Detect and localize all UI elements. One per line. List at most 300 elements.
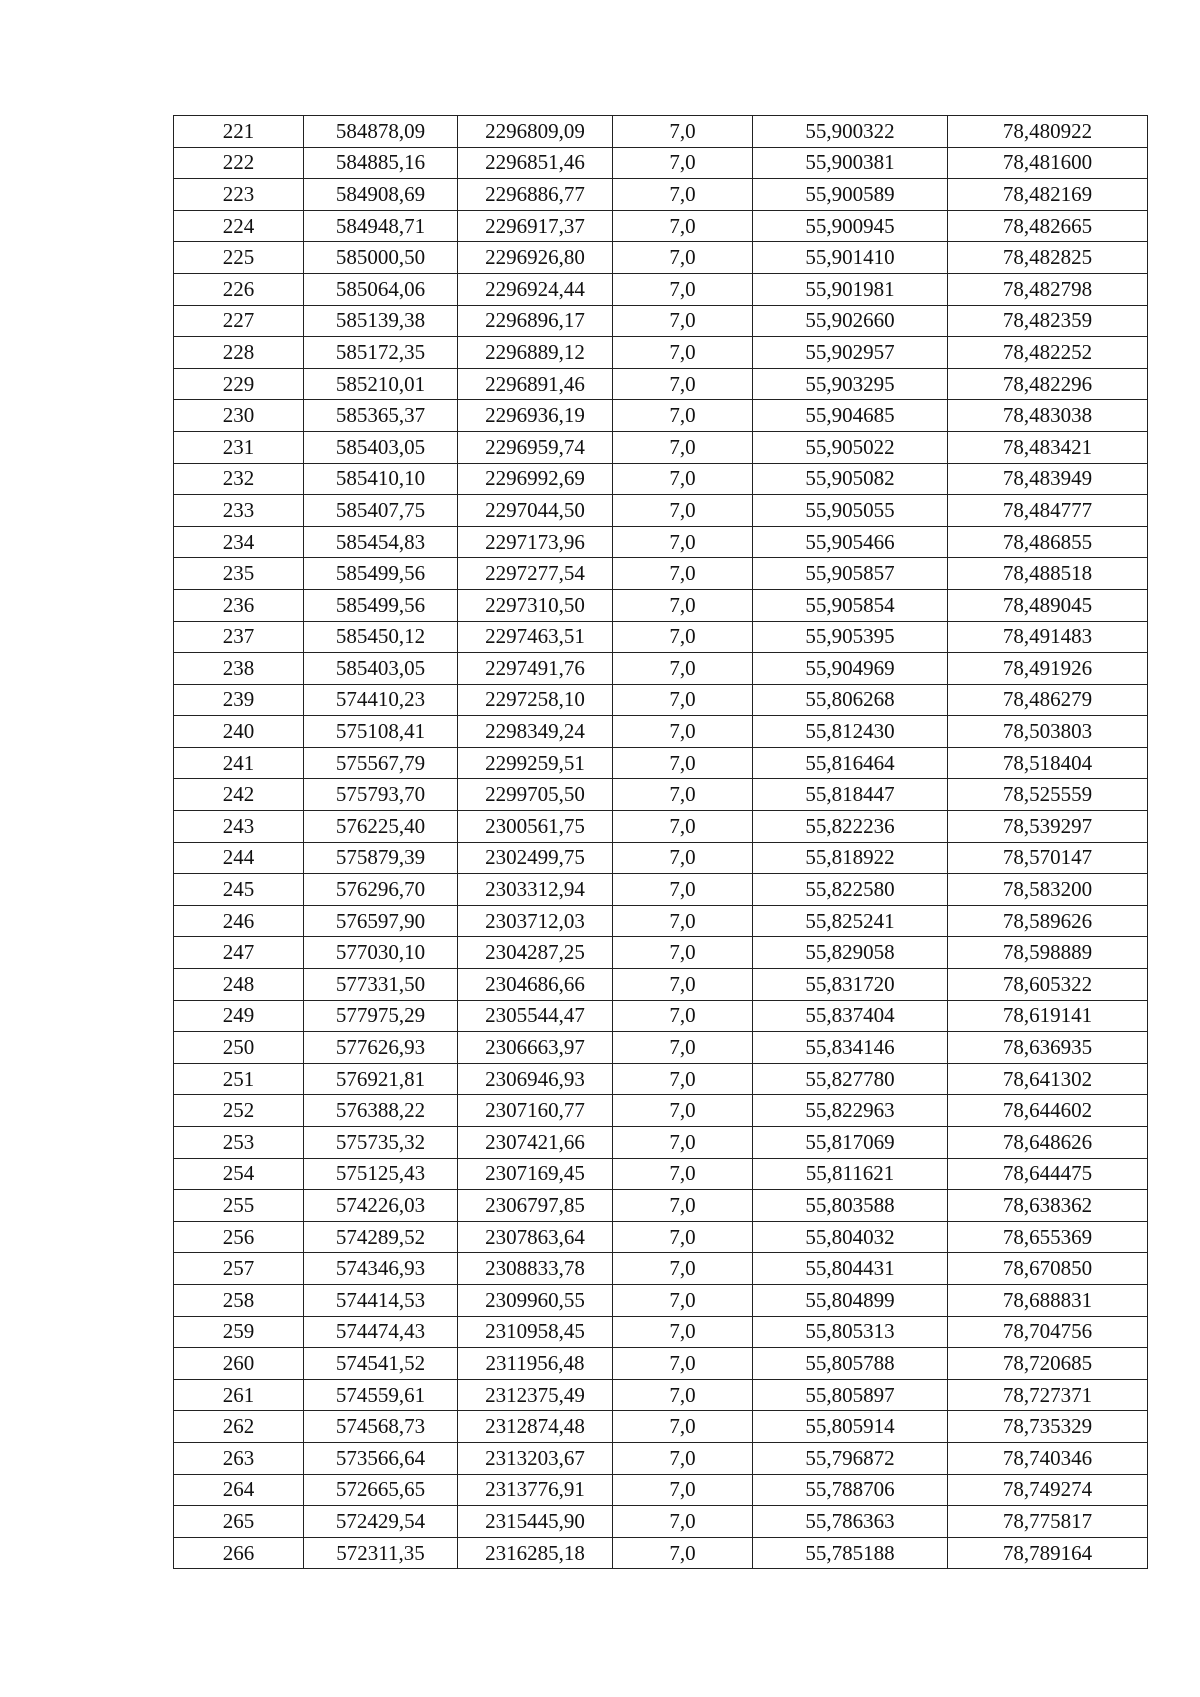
latitude-cell: 55,905854 — [753, 589, 948, 621]
coordinate-y-cell: 2296936,19 — [458, 400, 613, 432]
value-cell: 7,0 — [613, 684, 753, 716]
coordinate-y-cell: 2307160,77 — [458, 1095, 613, 1127]
value-cell: 7,0 — [613, 716, 753, 748]
value-cell: 7,0 — [613, 905, 753, 937]
longitude-cell: 78,775817 — [948, 1506, 1148, 1538]
latitude-cell: 55,818447 — [753, 779, 948, 811]
coordinate-y-cell: 2296889,12 — [458, 337, 613, 369]
latitude-cell: 55,905395 — [753, 621, 948, 653]
value-cell: 7,0 — [613, 210, 753, 242]
coordinate-x-cell: 575735,32 — [304, 1127, 458, 1159]
table-row — [174, 1411, 1148, 1443]
table-row — [174, 1158, 1148, 1190]
coordinate-y-cell: 2316285,18 — [458, 1537, 613, 1569]
point-number-cell: 256 — [174, 1221, 304, 1253]
table-row — [174, 1442, 1148, 1474]
table-row — [174, 1379, 1148, 1411]
coordinate-y-cell: 2307421,66 — [458, 1127, 613, 1159]
coordinate-y-cell: 2306797,85 — [458, 1190, 613, 1222]
value-cell: 7,0 — [613, 463, 753, 495]
table-row — [174, 1063, 1148, 1095]
latitude-cell: 55,900589 — [753, 179, 948, 211]
coordinate-x-cell: 572665,65 — [304, 1474, 458, 1506]
longitude-cell: 78,491926 — [948, 653, 1148, 685]
longitude-cell: 78,598889 — [948, 937, 1148, 969]
value-cell: 7,0 — [613, 937, 753, 969]
table-row — [174, 621, 1148, 653]
coordinate-x-cell: 585172,35 — [304, 337, 458, 369]
coordinate-x-cell: 574541,52 — [304, 1348, 458, 1380]
value-cell: 7,0 — [613, 305, 753, 337]
point-number-cell: 241 — [174, 747, 304, 779]
point-number-cell: 243 — [174, 811, 304, 843]
value-cell: 7,0 — [613, 779, 753, 811]
coordinate-x-cell: 584878,09 — [304, 116, 458, 148]
table-row — [174, 242, 1148, 274]
longitude-cell: 78,483949 — [948, 463, 1148, 495]
latitude-cell: 55,796872 — [753, 1442, 948, 1474]
longitude-cell: 78,735329 — [948, 1411, 1148, 1443]
latitude-cell: 55,805313 — [753, 1316, 948, 1348]
latitude-cell: 55,905082 — [753, 463, 948, 495]
value-cell: 7,0 — [613, 1253, 753, 1285]
coordinate-y-cell: 2297463,51 — [458, 621, 613, 653]
longitude-cell: 78,525559 — [948, 779, 1148, 811]
point-number-cell: 238 — [174, 653, 304, 685]
table-row — [174, 1506, 1148, 1538]
coordinate-y-cell: 2315445,90 — [458, 1506, 613, 1538]
latitude-cell: 55,812430 — [753, 716, 948, 748]
table-row — [174, 937, 1148, 969]
coordinate-x-cell: 577626,93 — [304, 1032, 458, 1064]
point-number-cell: 258 — [174, 1284, 304, 1316]
coordinate-x-cell: 576388,22 — [304, 1095, 458, 1127]
longitude-cell: 78,503803 — [948, 716, 1148, 748]
coordinate-x-cell: 585410,10 — [304, 463, 458, 495]
table-row — [174, 716, 1148, 748]
table-row — [174, 558, 1148, 590]
longitude-cell: 78,644475 — [948, 1158, 1148, 1190]
coordinate-x-cell: 577331,50 — [304, 969, 458, 1001]
point-number-cell: 229 — [174, 368, 304, 400]
longitude-cell: 78,483421 — [948, 431, 1148, 463]
longitude-cell: 78,482252 — [948, 337, 1148, 369]
table-row — [174, 368, 1148, 400]
point-number-cell: 233 — [174, 495, 304, 527]
value-cell: 7,0 — [613, 969, 753, 1001]
table-row — [174, 1190, 1148, 1222]
latitude-cell: 55,805788 — [753, 1348, 948, 1380]
table-row — [174, 1221, 1148, 1253]
value-cell: 7,0 — [613, 1379, 753, 1411]
coordinate-y-cell: 2296891,46 — [458, 368, 613, 400]
longitude-cell: 78,740346 — [948, 1442, 1148, 1474]
point-number-cell: 245 — [174, 874, 304, 906]
longitude-cell: 78,688831 — [948, 1284, 1148, 1316]
point-number-cell: 247 — [174, 937, 304, 969]
coordinate-x-cell: 574474,43 — [304, 1316, 458, 1348]
latitude-cell: 55,903295 — [753, 368, 948, 400]
coordinate-y-cell: 2297491,76 — [458, 653, 613, 685]
latitude-cell: 55,829058 — [753, 937, 948, 969]
coordinate-y-cell: 2296886,77 — [458, 179, 613, 211]
longitude-cell: 78,488518 — [948, 558, 1148, 590]
point-number-cell: 221 — [174, 116, 304, 148]
point-number-cell: 240 — [174, 716, 304, 748]
coordinate-x-cell: 585403,05 — [304, 653, 458, 685]
table-row — [174, 431, 1148, 463]
point-number-cell: 225 — [174, 242, 304, 274]
coordinate-x-cell: 572311,35 — [304, 1537, 458, 1569]
coordinates-table — [173, 115, 1148, 1569]
table-row — [174, 147, 1148, 179]
longitude-cell: 78,749274 — [948, 1474, 1148, 1506]
coordinate-y-cell: 2304287,25 — [458, 937, 613, 969]
point-number-cell: 234 — [174, 526, 304, 558]
coordinate-y-cell: 2313776,91 — [458, 1474, 613, 1506]
point-number-cell: 237 — [174, 621, 304, 653]
latitude-cell: 55,804899 — [753, 1284, 948, 1316]
coordinate-y-cell: 2299259,51 — [458, 747, 613, 779]
coordinate-x-cell: 574226,03 — [304, 1190, 458, 1222]
latitude-cell: 55,902660 — [753, 305, 948, 337]
coordinate-y-cell: 2296992,69 — [458, 463, 613, 495]
longitude-cell: 78,655369 — [948, 1221, 1148, 1253]
point-number-cell: 223 — [174, 179, 304, 211]
value-cell: 7,0 — [613, 1127, 753, 1159]
coordinate-x-cell: 574289,52 — [304, 1221, 458, 1253]
point-number-cell: 244 — [174, 842, 304, 874]
coordinate-x-cell: 574414,53 — [304, 1284, 458, 1316]
longitude-cell: 78,482798 — [948, 273, 1148, 305]
point-number-cell: 253 — [174, 1127, 304, 1159]
point-number-cell: 261 — [174, 1379, 304, 1411]
coordinate-y-cell: 2307863,64 — [458, 1221, 613, 1253]
coordinate-x-cell: 585407,75 — [304, 495, 458, 527]
longitude-cell: 78,489045 — [948, 589, 1148, 621]
value-cell: 7,0 — [613, 1221, 753, 1253]
point-number-cell: 266 — [174, 1537, 304, 1569]
coordinate-y-cell: 2296959,74 — [458, 431, 613, 463]
longitude-cell: 78,570147 — [948, 842, 1148, 874]
point-number-cell: 227 — [174, 305, 304, 337]
point-number-cell: 252 — [174, 1095, 304, 1127]
coordinate-y-cell: 2307169,45 — [458, 1158, 613, 1190]
table-row — [174, 811, 1148, 843]
table-row — [174, 305, 1148, 337]
latitude-cell: 55,905466 — [753, 526, 948, 558]
coordinate-x-cell: 584948,71 — [304, 210, 458, 242]
point-number-cell: 255 — [174, 1190, 304, 1222]
point-number-cell: 242 — [174, 779, 304, 811]
table-row — [174, 179, 1148, 211]
value-cell: 7,0 — [613, 1158, 753, 1190]
coordinate-x-cell: 585000,50 — [304, 242, 458, 274]
coordinate-y-cell: 2312874,48 — [458, 1411, 613, 1443]
table-row — [174, 1127, 1148, 1159]
table-row — [174, 1316, 1148, 1348]
longitude-cell: 78,619141 — [948, 1000, 1148, 1032]
latitude-cell: 55,811621 — [753, 1158, 948, 1190]
longitude-cell: 78,483038 — [948, 400, 1148, 432]
longitude-cell: 78,486855 — [948, 526, 1148, 558]
latitude-cell: 55,902957 — [753, 337, 948, 369]
coordinate-y-cell: 2313203,67 — [458, 1442, 613, 1474]
longitude-cell: 78,484777 — [948, 495, 1148, 527]
latitude-cell: 55,806268 — [753, 684, 948, 716]
table-row — [174, 116, 1148, 148]
point-number-cell: 235 — [174, 558, 304, 590]
coordinate-y-cell: 2296809,09 — [458, 116, 613, 148]
value-cell: 7,0 — [613, 1348, 753, 1380]
coordinate-x-cell: 585365,37 — [304, 400, 458, 432]
latitude-cell: 55,805914 — [753, 1411, 948, 1443]
latitude-cell: 55,786363 — [753, 1506, 948, 1538]
latitude-cell: 55,904685 — [753, 400, 948, 432]
value-cell: 7,0 — [613, 874, 753, 906]
table-row — [174, 589, 1148, 621]
coordinate-y-cell: 2302499,75 — [458, 842, 613, 874]
longitude-cell: 78,641302 — [948, 1063, 1148, 1095]
latitude-cell: 55,804032 — [753, 1221, 948, 1253]
longitude-cell: 78,482825 — [948, 242, 1148, 274]
longitude-cell: 78,482359 — [948, 305, 1148, 337]
coordinate-y-cell: 2296896,17 — [458, 305, 613, 337]
table-row — [174, 1537, 1148, 1569]
latitude-cell: 55,905857 — [753, 558, 948, 590]
value-cell: 7,0 — [613, 526, 753, 558]
table-row — [174, 874, 1148, 906]
latitude-cell: 55,804431 — [753, 1253, 948, 1285]
longitude-cell: 78,644602 — [948, 1095, 1148, 1127]
table-row — [174, 210, 1148, 242]
value-cell: 7,0 — [613, 811, 753, 843]
coordinate-x-cell: 585499,56 — [304, 589, 458, 621]
value-cell: 7,0 — [613, 558, 753, 590]
point-number-cell: 224 — [174, 210, 304, 242]
latitude-cell: 55,837404 — [753, 1000, 948, 1032]
latitude-cell: 55,825241 — [753, 905, 948, 937]
value-cell: 7,0 — [613, 495, 753, 527]
coordinate-x-cell: 575125,43 — [304, 1158, 458, 1190]
value-cell: 7,0 — [613, 1284, 753, 1316]
value-cell: 7,0 — [613, 116, 753, 148]
point-number-cell: 232 — [174, 463, 304, 495]
latitude-cell: 55,818922 — [753, 842, 948, 874]
longitude-cell: 78,704756 — [948, 1316, 1148, 1348]
table-row — [174, 526, 1148, 558]
coordinate-y-cell: 2311956,48 — [458, 1348, 613, 1380]
latitude-cell: 55,822963 — [753, 1095, 948, 1127]
table-row — [174, 1284, 1148, 1316]
point-number-cell: 259 — [174, 1316, 304, 1348]
value-cell: 7,0 — [613, 242, 753, 274]
value-cell: 7,0 — [613, 1063, 753, 1095]
latitude-cell: 55,822580 — [753, 874, 948, 906]
table-row — [174, 747, 1148, 779]
point-number-cell: 248 — [174, 969, 304, 1001]
latitude-cell: 55,817069 — [753, 1127, 948, 1159]
latitude-cell: 55,822236 — [753, 811, 948, 843]
coordinate-x-cell: 585139,38 — [304, 305, 458, 337]
longitude-cell: 78,482169 — [948, 179, 1148, 211]
table-row — [174, 653, 1148, 685]
longitude-cell: 78,518404 — [948, 747, 1148, 779]
coordinate-x-cell: 575567,79 — [304, 747, 458, 779]
coordinate-x-cell: 572429,54 — [304, 1506, 458, 1538]
table-row — [174, 905, 1148, 937]
coordinates-table-body — [174, 116, 1148, 1569]
latitude-cell: 55,785188 — [753, 1537, 948, 1569]
table-row — [174, 337, 1148, 369]
value-cell: 7,0 — [613, 1032, 753, 1064]
coordinate-y-cell: 2296924,44 — [458, 273, 613, 305]
point-number-cell: 257 — [174, 1253, 304, 1285]
point-number-cell: 265 — [174, 1506, 304, 1538]
value-cell: 7,0 — [613, 1474, 753, 1506]
point-number-cell: 222 — [174, 147, 304, 179]
coordinate-x-cell: 585450,12 — [304, 621, 458, 653]
value-cell: 7,0 — [613, 747, 753, 779]
coordinate-x-cell: 585403,05 — [304, 431, 458, 463]
coordinate-y-cell: 2305544,47 — [458, 1000, 613, 1032]
longitude-cell: 78,589626 — [948, 905, 1148, 937]
coordinate-y-cell: 2297310,50 — [458, 589, 613, 621]
longitude-cell: 78,539297 — [948, 811, 1148, 843]
point-number-cell: 228 — [174, 337, 304, 369]
coordinate-y-cell: 2303312,94 — [458, 874, 613, 906]
coordinate-x-cell: 577030,10 — [304, 937, 458, 969]
value-cell: 7,0 — [613, 653, 753, 685]
latitude-cell: 55,805897 — [753, 1379, 948, 1411]
coordinate-y-cell: 2297044,50 — [458, 495, 613, 527]
coordinate-y-cell: 2297277,54 — [458, 558, 613, 590]
table-row — [174, 1474, 1148, 1506]
value-cell: 7,0 — [613, 621, 753, 653]
longitude-cell: 78,481600 — [948, 147, 1148, 179]
point-number-cell: 246 — [174, 905, 304, 937]
longitude-cell: 78,636935 — [948, 1032, 1148, 1064]
point-number-cell: 262 — [174, 1411, 304, 1443]
coordinate-x-cell: 574410,23 — [304, 684, 458, 716]
table-row — [174, 842, 1148, 874]
value-cell: 7,0 — [613, 589, 753, 621]
latitude-cell: 55,831720 — [753, 969, 948, 1001]
coordinate-y-cell: 2299705,50 — [458, 779, 613, 811]
coordinate-x-cell: 584885,16 — [304, 147, 458, 179]
longitude-cell: 78,480922 — [948, 116, 1148, 148]
coordinate-x-cell: 576296,70 — [304, 874, 458, 906]
coordinate-x-cell: 576921,81 — [304, 1063, 458, 1095]
coordinate-x-cell: 574346,93 — [304, 1253, 458, 1285]
coordinate-x-cell: 585499,56 — [304, 558, 458, 590]
coordinate-y-cell: 2298349,24 — [458, 716, 613, 748]
coordinate-y-cell: 2300561,75 — [458, 811, 613, 843]
longitude-cell: 78,789164 — [948, 1537, 1148, 1569]
coordinate-y-cell: 2304686,66 — [458, 969, 613, 1001]
point-number-cell: 250 — [174, 1032, 304, 1064]
point-number-cell: 249 — [174, 1000, 304, 1032]
latitude-cell: 55,905022 — [753, 431, 948, 463]
latitude-cell: 55,900945 — [753, 210, 948, 242]
table-row — [174, 1253, 1148, 1285]
coordinate-x-cell: 575108,41 — [304, 716, 458, 748]
point-number-cell: 263 — [174, 1442, 304, 1474]
coordinate-y-cell: 2303712,03 — [458, 905, 613, 937]
point-number-cell: 236 — [174, 589, 304, 621]
coordinate-x-cell: 577975,29 — [304, 1000, 458, 1032]
coordinate-y-cell: 2308833,78 — [458, 1253, 613, 1285]
latitude-cell: 55,816464 — [753, 747, 948, 779]
coordinate-y-cell: 2306663,97 — [458, 1032, 613, 1064]
value-cell: 7,0 — [613, 1537, 753, 1569]
coordinate-x-cell: 574568,73 — [304, 1411, 458, 1443]
point-number-cell: 254 — [174, 1158, 304, 1190]
latitude-cell: 55,905055 — [753, 495, 948, 527]
table-row — [174, 1095, 1148, 1127]
value-cell: 7,0 — [613, 1000, 753, 1032]
longitude-cell: 78,486279 — [948, 684, 1148, 716]
longitude-cell: 78,482665 — [948, 210, 1148, 242]
coordinate-y-cell: 2309960,55 — [458, 1284, 613, 1316]
point-number-cell: 264 — [174, 1474, 304, 1506]
latitude-cell: 55,788706 — [753, 1474, 948, 1506]
latitude-cell: 55,827780 — [753, 1063, 948, 1095]
longitude-cell: 78,648626 — [948, 1127, 1148, 1159]
longitude-cell: 78,670850 — [948, 1253, 1148, 1285]
point-number-cell: 231 — [174, 431, 304, 463]
value-cell: 7,0 — [613, 1190, 753, 1222]
value-cell: 7,0 — [613, 431, 753, 463]
coordinate-x-cell: 576597,90 — [304, 905, 458, 937]
latitude-cell: 55,904969 — [753, 653, 948, 685]
value-cell: 7,0 — [613, 1506, 753, 1538]
latitude-cell: 55,900381 — [753, 147, 948, 179]
longitude-cell: 78,638362 — [948, 1190, 1148, 1222]
latitude-cell: 55,834146 — [753, 1032, 948, 1064]
coordinate-x-cell: 575879,39 — [304, 842, 458, 874]
point-number-cell: 251 — [174, 1063, 304, 1095]
coordinate-x-cell: 573566,64 — [304, 1442, 458, 1474]
point-number-cell: 226 — [174, 273, 304, 305]
value-cell: 7,0 — [613, 1442, 753, 1474]
value-cell: 7,0 — [613, 337, 753, 369]
latitude-cell: 55,901981 — [753, 273, 948, 305]
value-cell: 7,0 — [613, 842, 753, 874]
value-cell: 7,0 — [613, 400, 753, 432]
table-row — [174, 463, 1148, 495]
table-row — [174, 273, 1148, 305]
coordinate-x-cell: 575793,70 — [304, 779, 458, 811]
coordinate-y-cell: 2312375,49 — [458, 1379, 613, 1411]
coordinate-y-cell: 2297173,96 — [458, 526, 613, 558]
table-row — [174, 684, 1148, 716]
table-row — [174, 969, 1148, 1001]
table-row — [174, 779, 1148, 811]
coordinate-y-cell: 2296851,46 — [458, 147, 613, 179]
coordinate-x-cell: 585454,83 — [304, 526, 458, 558]
table-row — [174, 495, 1148, 527]
table-row — [174, 1000, 1148, 1032]
coordinate-y-cell: 2296926,80 — [458, 242, 613, 274]
longitude-cell: 78,491483 — [948, 621, 1148, 653]
latitude-cell: 55,901410 — [753, 242, 948, 274]
point-number-cell: 230 — [174, 400, 304, 432]
value-cell: 7,0 — [613, 1316, 753, 1348]
value-cell: 7,0 — [613, 273, 753, 305]
point-number-cell: 239 — [174, 684, 304, 716]
coordinate-x-cell: 585210,01 — [304, 368, 458, 400]
